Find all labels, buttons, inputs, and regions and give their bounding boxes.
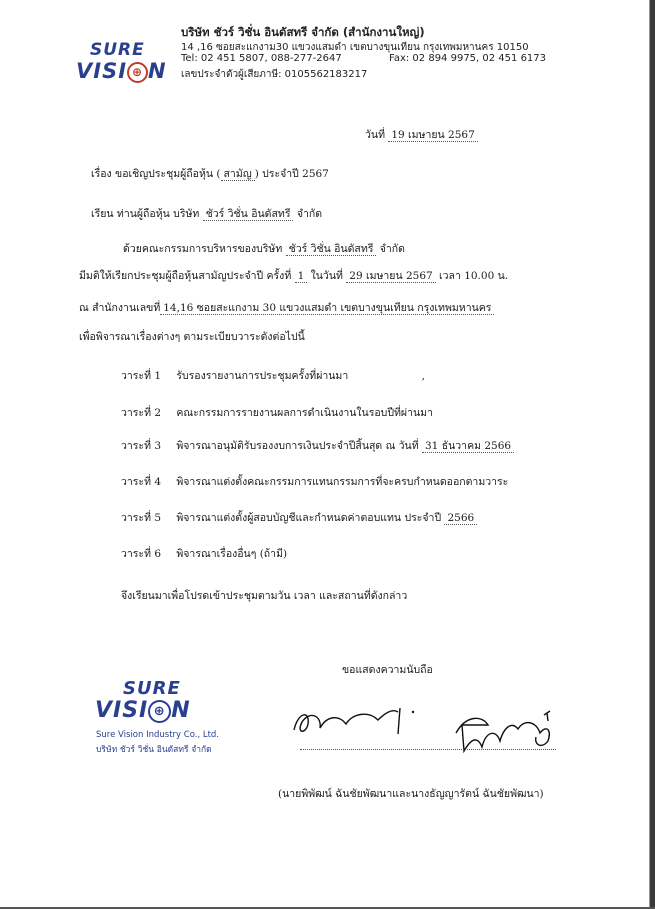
meeting-time: เวลา 10.00 น. <box>439 270 509 282</box>
agenda-fill: 2566 <box>444 512 477 525</box>
company-logo <box>76 40 167 83</box>
signature-1 <box>288 700 418 745</box>
company-tax-id: เลขประจำตัวผู้เสียภาษี: 0105562183217 <box>181 69 368 80</box>
company-name: บริษัท ชัวร์ วิชั่น อินดัสทรี จำกัด (สำนักงานใหญ่) <box>181 25 425 39</box>
agenda-item-1 <box>121 367 425 384</box>
seal-ring-icon: ⊕ <box>148 700 171 723</box>
agenda-text: พิจารณาเรื่องอื่นๆ (ถ้ามี) <box>176 548 288 560</box>
page-edge-right <box>650 0 655 909</box>
agenda-number: วาระที่ 4 <box>121 476 162 488</box>
body-line-4 <box>79 328 305 345</box>
agenda-item-3 <box>121 437 514 454</box>
salutation-company: ชัวร์ วิชั่น อินดัสทรี <box>203 208 294 221</box>
salutation-line <box>91 205 322 222</box>
body-company-fill: ชัวร์ วิชั่น อินดัสทรี <box>286 243 377 256</box>
agenda-mark: , <box>421 370 425 382</box>
agenda-number: วาระที่ 2 <box>121 407 162 419</box>
regards-line: ขอแสดงความนับถือ <box>342 664 433 676</box>
agenda-item-6 <box>121 545 287 562</box>
subject-text: ขอเชิญประชุมผู้ถือหุ้น ( <box>115 168 221 180</box>
body-line-1 <box>123 240 405 257</box>
body-text: เพื่อพิจารณาเรื่องต่างๆ ตามระเบียบวาระดังต่อไปนี้ <box>79 331 305 343</box>
body-text: ณ สำนักงานเลขที่ <box>79 302 161 314</box>
signature-line <box>300 749 556 750</box>
body-line-2 <box>79 267 508 284</box>
logo-text-visi: VISI <box>76 59 128 83</box>
subject-tail: ) ประจำปี 2567 <box>254 168 329 180</box>
agenda-text: รับรองรายงานการประชุมครั้งที่ผ่านมา <box>176 370 349 382</box>
meeting-number-fill: 1 <box>295 270 308 283</box>
logo-text-n: N <box>148 59 167 83</box>
body-line-3 <box>79 299 494 316</box>
agenda-text: พิจารณาแต่งตั้งผู้สอบบัญชีและกำหนดค่าตอบแทน ประจำปี <box>176 512 442 524</box>
seal-thai-name: บริษัท ชัวร์ วิชั่น อินดัสทรี จำกัด <box>96 745 212 755</box>
agenda-item-2 <box>121 404 433 421</box>
seal-text-sure: SURE <box>123 678 181 699</box>
body-text: ด้วยคณะกรรมการบริหารของบริษัท <box>123 243 283 255</box>
logo-text-sure: SURE <box>90 40 145 60</box>
company-address: 14 ,16 ซอยสะแกงาม30 แขวงแสมดำ เขตบางขุนเทียน กรุงเทพมหานคร 10150 <box>181 42 529 53</box>
agenda-number: วาระที่ 1 <box>121 370 162 382</box>
date-line <box>365 126 478 143</box>
company-seal <box>95 678 191 723</box>
seal-text-visi: VISI <box>95 698 149 723</box>
salutation-text: ท่านผู้ถือหุ้น บริษัท <box>116 208 200 220</box>
body-text: มีมติให้เรียกประชุมผู้ถือหุ้นสามัญประจำปี ครั้งที่ <box>79 270 292 282</box>
meeting-place-fill: 14,16 ซอยสะแกงาม 30 แขวงแสมดำ เขตบางขุนเทียน กรุงเทพมหานคร <box>160 302 494 315</box>
agenda-fill: 31 ธันวาคม 2566 <box>422 440 514 453</box>
company-tel: Tel: 02 451 5807, 088-277-2647 <box>181 53 342 64</box>
agenda-text: พิจารณาแต่งตั้งคณะกรรมการแทนกรรมการที่จะครบกำหนดออกตามวาระ <box>176 476 509 488</box>
subject-line <box>91 165 329 182</box>
agenda-number: วาระที่ 6 <box>121 548 162 560</box>
salutation-tail: จำกัด <box>296 208 323 220</box>
date-value: 19 เมษายน 2567 <box>388 129 477 142</box>
signatories-names: (นายพิพัฒน์ ฉันชัยพัฒนาและนางธัญญารัตน์ ฉันชัยพัฒนา) <box>278 788 544 800</box>
meeting-date-fill: 29 เมษายน 2567 <box>346 270 435 283</box>
subject-kind: สามัญ <box>221 168 255 181</box>
seal-text-n: N <box>171 698 191 723</box>
salutation-label: เรียน <box>91 208 114 220</box>
company-fax: Fax: 02 894 9975, 02 451 6173 <box>389 53 547 64</box>
agenda-number: วาระที่ 3 <box>121 440 162 452</box>
page-edge-shadow <box>649 0 650 909</box>
agenda-text: พิจารณาอนุมัติรับรองงบการเงินประจำปีสิ้นสุด ณ วันที่ <box>176 440 419 452</box>
logo-ring-icon: ⊕ <box>127 62 148 83</box>
agenda-item-4 <box>121 473 508 490</box>
agenda-item-5 <box>121 509 477 526</box>
closing-sentence: จึงเรียนมาเพื่อโปรดเข้าประชุมตามวัน เวลา และสถานที่ดังกล่าว <box>121 590 408 602</box>
subject-label: เรื่อง <box>91 168 112 180</box>
agenda-number: วาระที่ 5 <box>121 512 162 524</box>
agenda-text: คณะกรรมการรายงานผลการดำเนินงานในรอบปีที่ผ่านมา <box>176 407 433 419</box>
seal-english-name: Sure Vision Industry Co., Ltd. <box>96 730 220 740</box>
body-text: จำกัด <box>379 243 405 255</box>
date-label: วันที่ <box>365 129 385 141</box>
body-text: ในวันที่ <box>310 270 343 282</box>
